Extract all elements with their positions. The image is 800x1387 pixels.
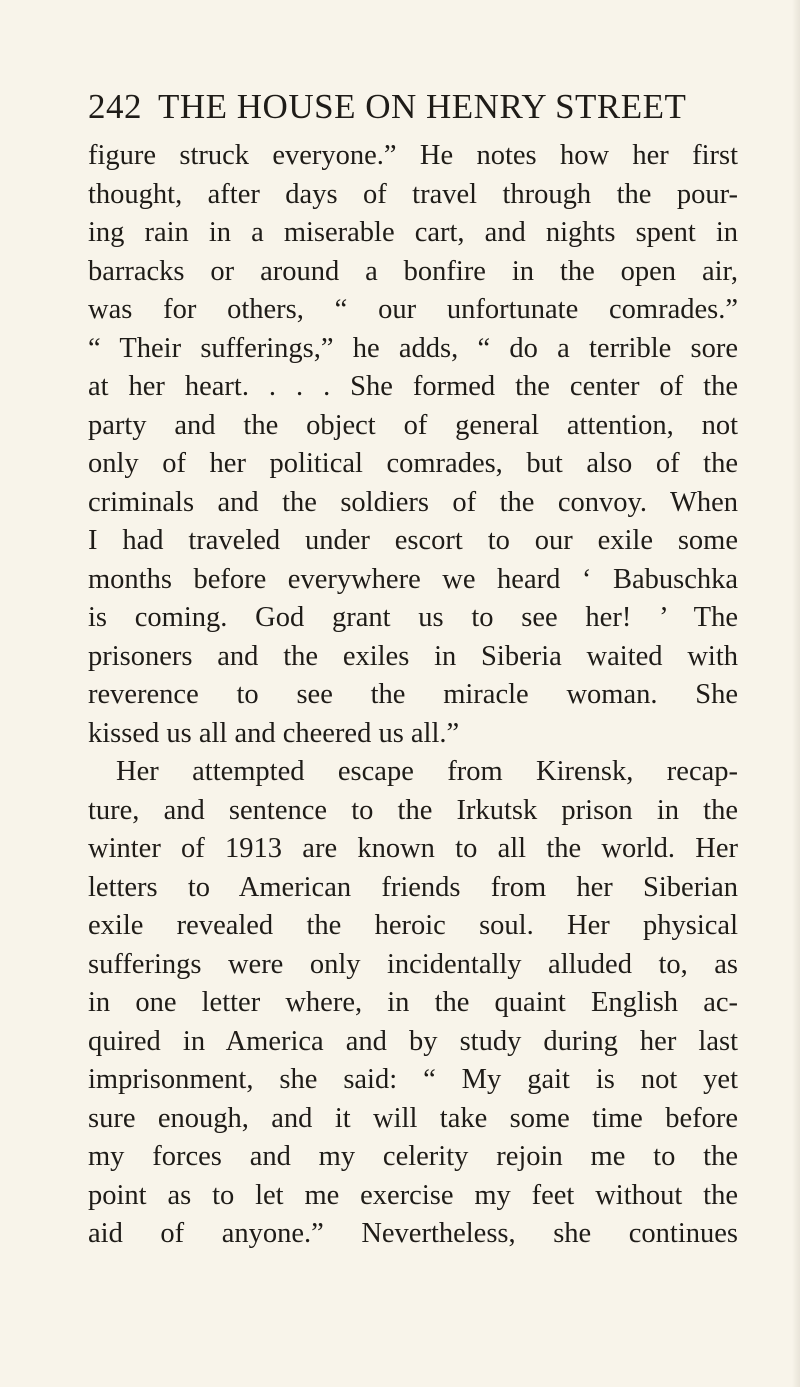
text-line: prisoners and the exiles in Siberia waited with (88, 640, 738, 672)
text-line: letters to American friends from her Siberian (88, 871, 738, 903)
text-line: winter of 1913 are known to all the world. Her (88, 833, 738, 864)
text-line: sufferings were only incidentally alluded to, as (88, 948, 738, 980)
text-line: quired in America and by study during her last (88, 1025, 738, 1057)
text-line: thought, after days of travel through the pour- (88, 178, 738, 210)
text-line: I had traveled under escort to our exile some (88, 525, 738, 556)
text-line: imprisonment, she said: “ My gait is not yet (88, 1064, 738, 1095)
text-line: only of her political comrades, but also of the (88, 448, 738, 479)
text-line: my forces and my celerity rejoin me to the (88, 1141, 738, 1172)
text-line: is coming. God grant us to see her! ’ The (88, 602, 738, 633)
text-line: at her heart. . . . She formed the center of the (88, 371, 738, 402)
text-line: sure enough, and it will take some time before (88, 1102, 738, 1134)
text-line: criminals and the soldiers of the convoy. When (88, 486, 738, 518)
text-line: point as to let me exercise my feet without the (88, 1179, 738, 1211)
text-line: exile revealed the heroic soul. Her physical (88, 910, 738, 941)
text-line: party and the object of general attention, not (88, 409, 738, 441)
text-line: figure struck everyone.” He notes how her first (88, 140, 738, 171)
body-text (88, 137, 738, 1254)
page-edge-shadow (792, 0, 800, 1387)
text-line: months before everywhere we heard ‘ Babuschka (88, 563, 738, 595)
text-line: “ Their sufferings,” he adds, “ do a terrible sore (88, 332, 738, 364)
text-line: Her attempted escape from Kirensk, recap- (116, 756, 738, 787)
text-line: barracks or around a bonfire in the open air, (88, 255, 738, 287)
text-line: kissed us all and cheered us all.” (88, 717, 460, 749)
text-line: was for others, “ our unfortunate comrades.” (88, 294, 738, 325)
running-head (88, 82, 728, 132)
page-number: 242 (88, 87, 142, 126)
text-line: ing rain in a miserable cart, and nights spent in (88, 217, 738, 248)
text-line: ture, and sentence to the Irkutsk prison in the (88, 794, 738, 826)
text-line: in one letter where, in the quaint English ac- (88, 987, 738, 1018)
text-line: reverence to see the miracle woman. She (88, 679, 738, 710)
text-line: aid of anyone.” Nevertheless, she continues (88, 1218, 738, 1249)
running-title: THE HOUSE ON HENRY STREET (158, 87, 687, 126)
